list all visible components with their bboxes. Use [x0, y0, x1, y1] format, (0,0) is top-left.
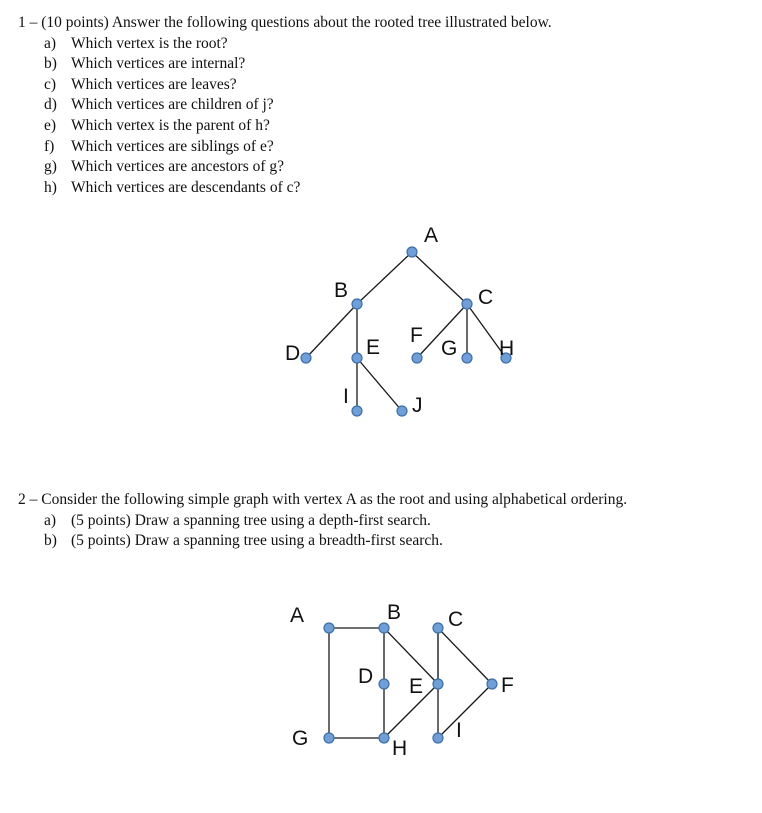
tree-node-f	[412, 353, 422, 363]
item-text: (5 points) Draw a spanning tree using a breadth-first search.	[71, 532, 443, 550]
tree-label-a: A	[424, 224, 439, 247]
item-text: Which vertices are descendants of c?	[71, 178, 301, 196]
tree-label-j: J	[412, 394, 423, 417]
tree-label-g: G	[441, 337, 458, 360]
item-label: b)	[44, 55, 57, 73]
tree-edge-a-b	[357, 252, 412, 304]
tree-node-j	[397, 406, 407, 416]
tree-edges	[306, 252, 506, 411]
tree-label-e: E	[366, 336, 381, 359]
graph-edge-i-f	[438, 684, 492, 738]
graph-node-i	[433, 733, 443, 743]
graph-label-a: A	[290, 604, 305, 627]
item-label: g)	[44, 158, 57, 176]
tree-edge-a-c	[412, 252, 467, 304]
item-text: Which vertices are children of j?	[71, 96, 274, 114]
tree-labels	[285, 224, 514, 417]
tree-node-g	[462, 353, 472, 363]
graph-node-c	[433, 623, 443, 633]
graph-label-b: B	[387, 601, 402, 624]
graph-label-d: D	[358, 665, 374, 688]
tree-label-i: I	[343, 385, 349, 408]
item-text: Which vertices are internal?	[71, 55, 246, 73]
item-label: e)	[44, 116, 57, 134]
tree-edge-e-j	[357, 358, 402, 411]
tree-node-e	[352, 353, 362, 363]
tree-node-a	[407, 247, 417, 257]
graph-labels	[290, 601, 514, 760]
rooted-tree	[285, 224, 514, 417]
item-text: Which vertices are leaves?	[71, 75, 237, 93]
item-label: c)	[44, 75, 57, 93]
graph-node-h	[379, 733, 389, 743]
item-label: a)	[44, 34, 57, 52]
graph-label-f: F	[501, 674, 514, 697]
graph-node-f	[487, 679, 497, 689]
item-text: Which vertices are siblings of e?	[71, 137, 274, 155]
graph-edge-c-f	[438, 628, 492, 684]
graph-node-e	[433, 679, 443, 689]
tree-label-f: F	[410, 324, 423, 347]
item-text: Which vertex is the root?	[71, 34, 228, 52]
item-label: b)	[44, 532, 57, 550]
item-label: h)	[44, 178, 57, 196]
tree-node-c	[462, 299, 472, 309]
graph-node-d	[379, 679, 389, 689]
question-1-header: 1 – (10 points) Answer the following questions about the rooted tree illustrated below.	[18, 14, 552, 31]
graph-node-g	[324, 733, 334, 743]
item-label: f)	[44, 137, 55, 155]
tree-node-d	[301, 353, 311, 363]
graph-label-h: H	[392, 737, 408, 760]
item-text: (5 points) Draw a spanning tree using a depth-first search.	[71, 511, 431, 529]
question-2-header: 2 – Consider the following simple graph with vertex A as the root and using alphabetical ordering.	[18, 491, 628, 508]
graph-node-b	[379, 623, 389, 633]
tree-label-b: B	[334, 279, 349, 302]
tree-edge-b-d	[306, 304, 357, 358]
item-text: Which vertices are ancestors of g?	[71, 158, 285, 176]
tree-label-c: C	[478, 286, 494, 309]
tree-node-b	[352, 299, 362, 309]
item-label: a)	[44, 511, 57, 529]
graph-node-a	[324, 623, 334, 633]
item-label: d)	[44, 96, 57, 114]
tree-label-h: H	[499, 337, 515, 360]
tree-node-i	[352, 406, 362, 416]
graph-label-g: G	[292, 727, 309, 750]
graph-label-c: C	[448, 608, 464, 631]
tree-nodes	[301, 247, 511, 416]
graph-label-i: I	[456, 719, 462, 742]
tree-label-d: D	[285, 342, 301, 365]
item-text: Which vertex is the parent of h?	[71, 116, 270, 134]
simple-graph	[290, 601, 514, 760]
graph-label-e: E	[409, 675, 424, 698]
